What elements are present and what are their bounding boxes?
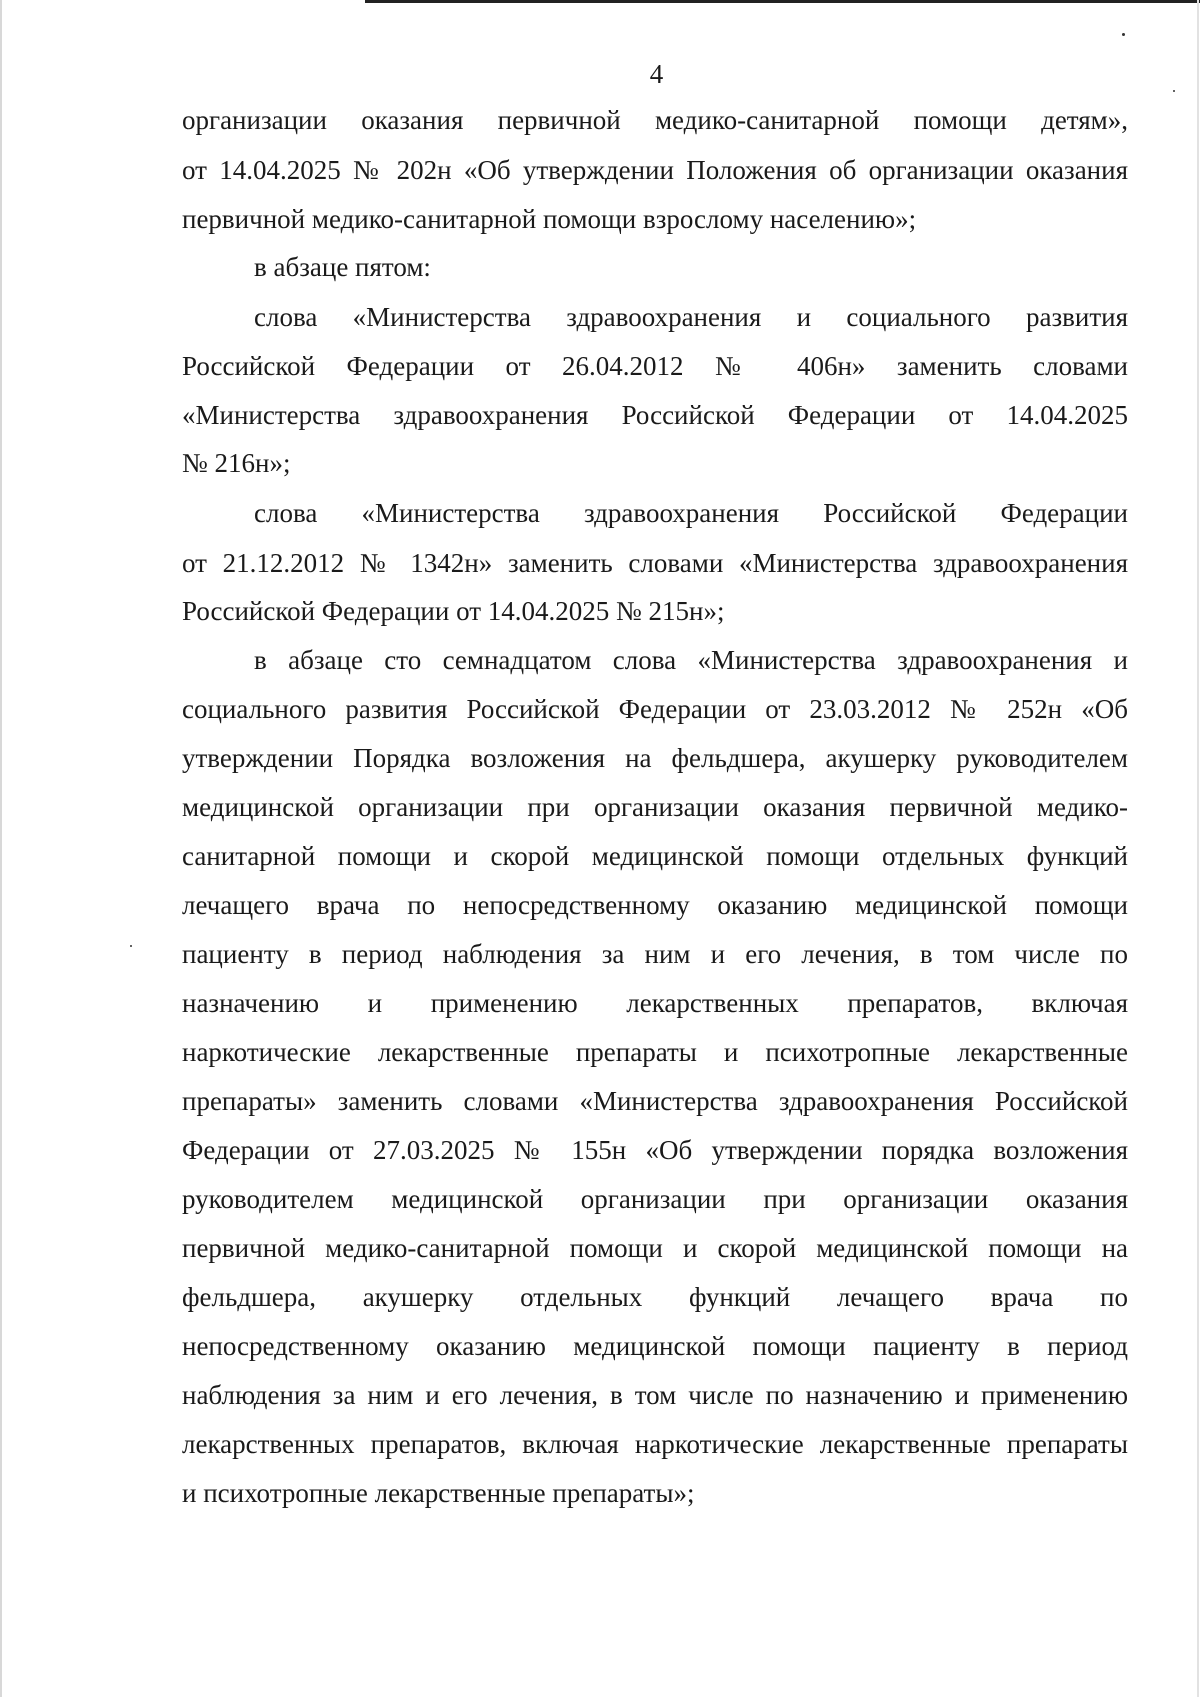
text-line: организации оказания первичной медико-санитарной помощи детям», — [182, 105, 1128, 135]
scan-speck — [1122, 33, 1125, 36]
text-line: слова «Министерства здравоохранения и социального развития — [254, 302, 1128, 332]
text-line: Федерации от 27.03.2025 № 155н «Об утверждении порядка возложения — [182, 1135, 1128, 1165]
text-line: фельдшера, акушерку отдельных функций лечащего врача по — [182, 1282, 1128, 1312]
text-line: Российской Федерации от 26.04.2012 № 406н» заменить словами — [182, 351, 1128, 381]
scan-right-edge — [1197, 0, 1199, 1697]
scan-speck — [1173, 90, 1175, 92]
text-line: наблюдения за ним и его лечения, в том числе по назначению и применению — [182, 1380, 1128, 1410]
text-line: социального развития Российской Федерации от 23.03.2012 № 252н «Об — [182, 694, 1128, 724]
text-line: непосредственному оказанию медицинской помощи пациенту в период — [182, 1331, 1128, 1361]
text-line: первичной медико-санитарной помощи и скорой медицинской помощи на — [182, 1233, 1128, 1263]
scan-top-edge — [365, 0, 1200, 3]
text-line: медицинской организации при организации оказания первичной медико- — [182, 792, 1128, 822]
text-line: «Министерства здравоохранения Российской Федерации от 14.04.2025 — [182, 400, 1128, 430]
text-line: назначению и применению лекарственных препаратов, включая — [182, 988, 1128, 1018]
text-line: в абзаце сто семнадцатом слова «Министерства здравоохранения и — [254, 645, 1128, 675]
scan-left-edge — [0, 0, 2, 1697]
text-line: санитарной помощи и скорой медицинской помощи отдельных функций — [182, 841, 1128, 871]
scan-speck — [130, 945, 132, 947]
text-line: пациенту в период наблюдения за ним и его лечения, в том числе по — [182, 939, 1128, 969]
text-line: руководителем медицинской организации при организации оказания — [182, 1184, 1128, 1214]
text-line: в абзаце пятом: — [254, 252, 431, 282]
text-line: от 14.04.2025 № 202н «Об утверждении Положения об организации оказания — [182, 155, 1128, 185]
text-line: № 216н»; — [182, 448, 291, 478]
text-line: и психотропные лекарственные препараты»; — [182, 1478, 695, 1508]
text-line: лечащего врача по непосредственному оказанию медицинской помощи — [182, 890, 1128, 920]
text-line: лекарственных препаратов, включая наркотические лекарственные препараты — [182, 1429, 1128, 1459]
text-line: утверждении Порядка возложения на фельдшера, акушерку руководителем — [182, 743, 1128, 773]
text-line: Российской Федерации от 14.04.2025 № 215н»; — [182, 596, 725, 626]
text-line: препараты» заменить словами «Министерства здравоохранения Российской — [182, 1086, 1128, 1116]
text-line: наркотические лекарственные препараты и психотропные лекарственные — [182, 1037, 1128, 1067]
page-number: 4 — [649, 59, 664, 89]
text-line: от 21.12.2012 № 1342н» заменить словами «Министерства здравоохранения — [182, 548, 1128, 578]
text-line: первичной медико-санитарной помощи взрослому населению»; — [182, 204, 917, 234]
text-line: слова «Министерства здравоохранения Российской Федерации — [254, 498, 1128, 528]
